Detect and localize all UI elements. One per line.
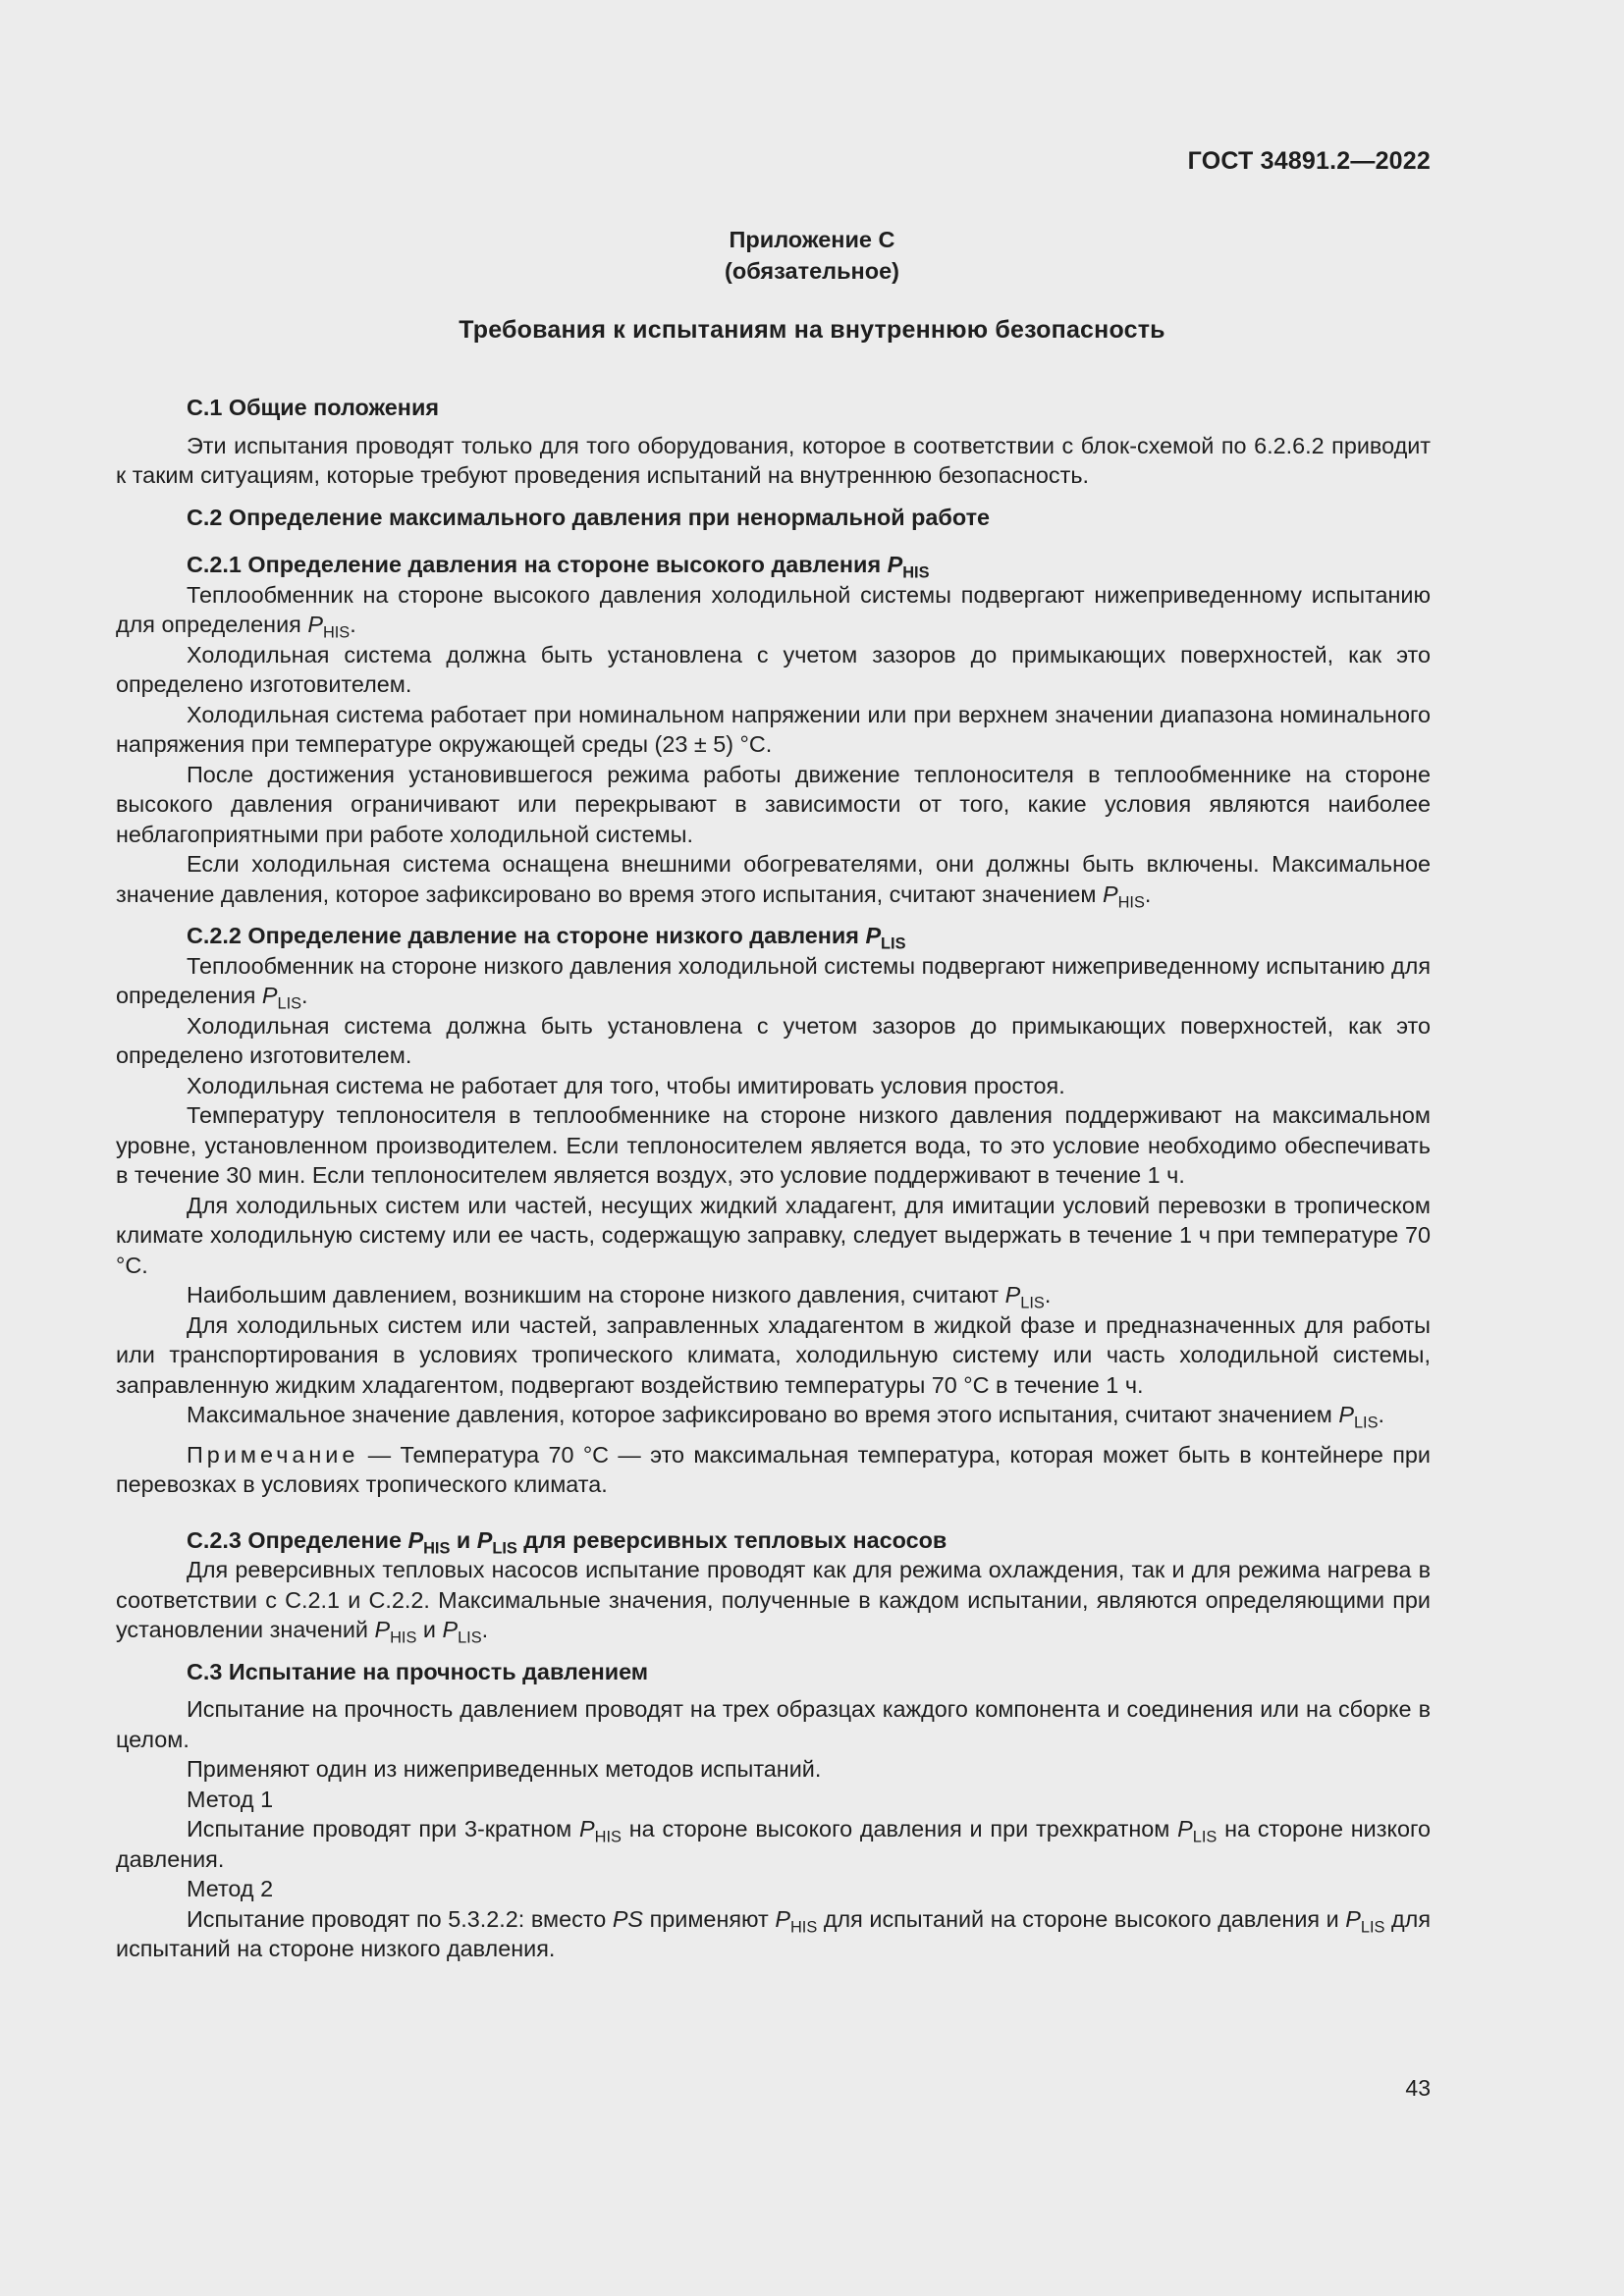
section-heading-c3: С.3 Испытание на прочность давлением (187, 1658, 649, 1684)
page-number: 43 (1405, 2075, 1431, 2101)
document-body (116, 393, 1431, 1964)
annex-label: Приложение С (729, 227, 895, 252)
method-label: Метод 2 (187, 1876, 274, 1901)
annex-title: Требования к испытаниям на внутреннюю безопасность (459, 316, 1165, 344)
paragraph: Испытание проводят при 3-кратном $P_{HIS}$ на стороне высокого давления и при трехкратном $P_{LIS}$ на стороне низкого давления. (116, 1816, 1432, 1872)
note-label: Примечание (187, 1441, 359, 1468)
paragraph: Испытание проводят по 5.3.2.2: вместо PS применяют $P_{HIS}$ для испытаний на стороне высокого давления и $P_{LIS}$ для испытаний на стороне низкого давления. (116, 1905, 1431, 1961)
paragraph: Максимальное значение давления, которое зафиксировано во время этого испытания, считают значением $P_{LIS}$. (187, 1402, 1385, 1432)
section-heading-c23: С.2.3 Определение $P_{HIS}$ и $P_{LIS}$ для реверсивных тепловых насосов (187, 1526, 947, 1558)
method-label: Метод 1 (187, 1786, 274, 1812)
annex-status: (обязательное) (725, 258, 899, 284)
paragraph: Теплообменник на стороне высокого давления холодильной системы подвергают нижеприведенному испытанию для определения $P_{HIS}$. (116, 581, 1431, 642)
paragraph: Для реверсивных тепловых насосов испытание проводят как для режима охлаждения, так и для режима нагрева в соответствии с С.2.1 и С.2.2. Максимальные значения, полученные в каждом испытании, являются определяющими при установлении значений $P_{HIS}$ и $P_{LIS}$. (116, 1557, 1431, 1647)
paragraph: Наибольшим давлением, возникшим на стороне низкого давления, считают $P_{LIS}$. (187, 1282, 1052, 1312)
paragraph: Для холодильных систем или частей, несущих жидкий хладагент, для имитации условий перевозки в тропическом климате холодильную систему или ее часть, содержащую заправку, следует выдержать в течение 1 ч при температуре 70 °С. (116, 1192, 1431, 1278)
paragraph: Для холодильных систем или частей, заправленных хладагентом в жидкой фазе и предназначенных для работы или транспортирования в условиях тропического климата, холодильную систему или часть холодильной системы, заправленную жидким хладагентом, подвергают воздействию температуры 70 °С в течение 1 ч. (116, 1311, 1431, 1398)
paragraph: Температуру теплоносителя в теплообменнике на стороне низкого давления поддерживают на максимальном уровне, установленном производителем. Если теплоносителем является вода, то это условие необходимо обеспечивать в течение 30 мин. Если теплоносителем является воздух, это условие поддерживают в течение 1 ч. (116, 1102, 1431, 1188)
annex-header (0, 224, 1624, 287)
section-heading-c2: С.2 Определение максимального давления при ненормальной работе (187, 504, 991, 530)
paragraph: Испытание на прочность давлением проводят на трех образцах каждого компонента и соединения или на сборке в целом. (116, 1696, 1431, 1752)
note: Примечание — Температура 70 °С — это максимальная температура, которая может быть в контейнере при перевозках в условиях тропического климата. (116, 1441, 1431, 1497)
section-heading-c22: С.2.2 Определение давление на стороне низкого давления $P_{LIS}$ (187, 923, 906, 953)
paragraph: Эти испытания проводят только для того оборудования, которое в соответствии с блок-схемой по 6.2.6.2 приводит к таким ситуациям, которые требуют проведения испытаний на внутреннюю безопасность. (116, 432, 1431, 488)
paragraph: Холодильная система работает при номинальном напряжении или при верхнем значении диапазона номинального напряжения при температуре окружающей среды (23 ± 5) °С. (116, 701, 1431, 757)
section-heading-c1: С.1 Общие положения (187, 395, 439, 420)
paragraph: Холодильная система должна быть установлена с учетом зазоров до примыкающих поверхностей, как это определено изготовителем. (116, 641, 1431, 697)
section-heading-c21: С.2.1 Определение давления на стороне высокого давления $P_{HIS}$ (187, 552, 930, 582)
paragraph: Применяют один из нижеприведенных методов испытаний. (187, 1756, 822, 1782)
document-code: ГОСТ 34891.2—2022 (1187, 147, 1431, 175)
paragraph: Если холодильная система оснащена внешними обогревателями, они должны быть включены. Максимальное значение давления, которое зафиксировано во время этого испытания, считают значением $P_{HIS}$. (116, 851, 1431, 912)
paragraph: Холодильная система не работает для того, чтобы имитировать условия простоя. (187, 1072, 1065, 1098)
paragraph: Холодильная система должна быть установлена с учетом зазоров до примыкающих поверхностей, как это определено изготовителем. (116, 1012, 1431, 1068)
paragraph: После достижения установившегося режима работы движение теплоносителя в теплообменнике на стороне высокого давления ограничивают или перекрывают в зависимости от того, какие условия являются наиболее неблагоприятными при работе холодильной системы. (116, 761, 1431, 847)
paragraph: Теплообменник на стороне низкого давления холодильной системы подвергают нижеприведенному испытанию для определения $P_{LIS}$. (116, 952, 1431, 1013)
